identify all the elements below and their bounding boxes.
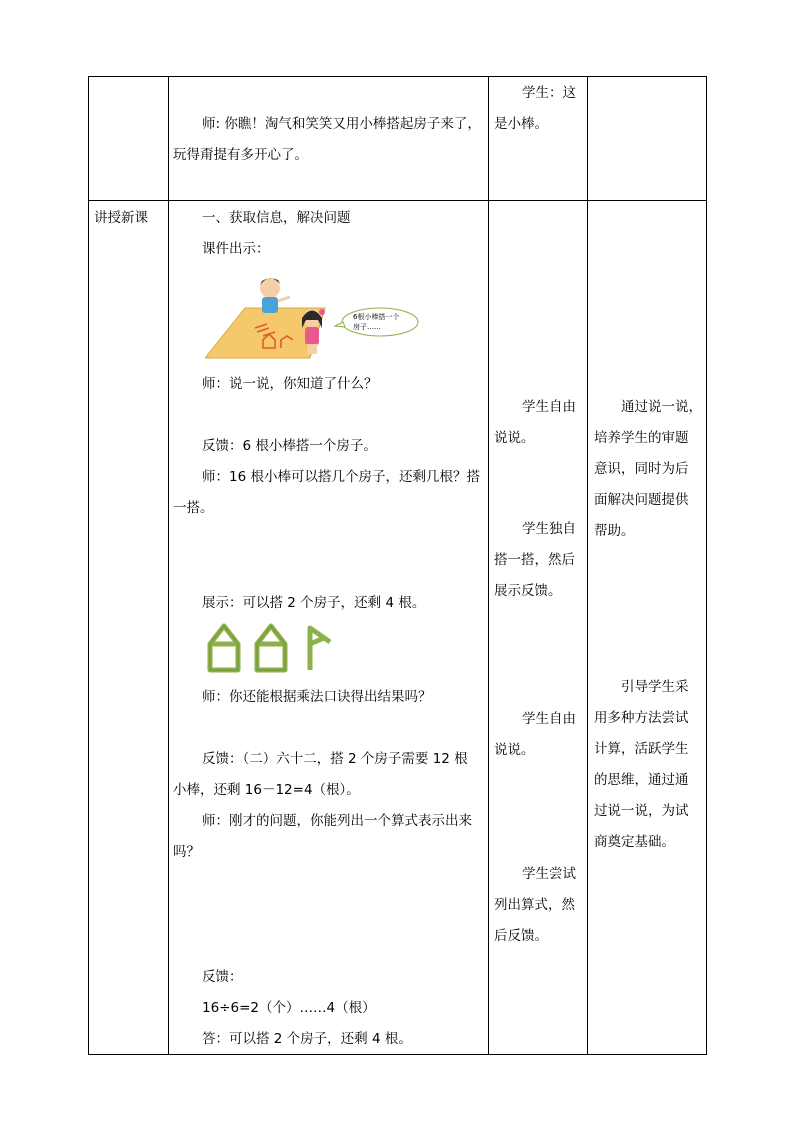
display-result: 展示：可以搭 2 个房子，还剩 4 根。 [202, 595, 426, 611]
col-divider-2 [488, 76, 489, 1055]
teacher-question-2-line2: 一搭。 [173, 500, 214, 516]
speech-bubble-line1: 6根小棒搭一个 [353, 313, 400, 321]
stick-house-2 [257, 626, 285, 670]
feedback-1: 反馈：6 根小棒搭一个房子。 [202, 438, 377, 454]
design-intent-b5: 过说一说，为试 [594, 803, 689, 819]
girl-dress [305, 327, 319, 345]
stick-houses-illustration [200, 620, 350, 675]
teacher-question-1: 师：说一说，你知道了什么？ [202, 376, 378, 392]
girl-legs [307, 344, 317, 354]
section-heading: 一、获取信息，解决问题 [202, 210, 351, 226]
student-activity-b1: 学生独自 [522, 521, 576, 537]
girl-bow [319, 309, 325, 315]
student-activity-d3: 后反馈。 [494, 928, 548, 944]
boy-arm [278, 297, 290, 301]
stick-house-1 [210, 626, 238, 670]
design-intent-b4: 的思维，通过通 [594, 772, 689, 788]
section-label: 讲授新课 [94, 210, 148, 226]
design-intent-a2: 培养学生的审题 [594, 430, 689, 446]
row1-student-line2: 是小棒。 [494, 116, 548, 132]
design-intent-a3: 意识，同时为后 [594, 461, 689, 477]
speech-bubble-line2: 房子…… [353, 323, 381, 331]
teacher-question-2-line1: 师：16 根小棒可以搭几个房子，还剩几根？搭 [202, 469, 480, 485]
student-activity-a1: 学生自由 [522, 399, 576, 415]
design-intent-a1: 通过说一说， [621, 399, 702, 415]
design-intent-b1: 引导学生采 [621, 679, 689, 695]
design-intent-b3: 计算，活跃学生 [594, 741, 689, 757]
table-top-border [88, 76, 707, 77]
row1-teacher-line2: 玩得甭提有多开心了。 [173, 147, 308, 163]
student-activity-c1: 学生自由 [522, 711, 576, 727]
stick-remaining-4 [310, 628, 330, 670]
student-activity-b2: 搭一搭，然后 [494, 552, 575, 568]
table-right-border [706, 76, 707, 1055]
student-activity-d2: 列出算式，然 [494, 897, 575, 913]
design-intent-b2: 用多种方法尝试 [594, 710, 689, 726]
design-intent-a5: 帮助。 [594, 523, 635, 539]
table-bottom-border [88, 1054, 707, 1055]
row1-teacher-line1: 师: 你瞧！淘气和笑笑又用小棒搭起房子来了， [202, 116, 481, 132]
row1-student-line1: 学生：这 [522, 85, 576, 101]
row-divider [88, 200, 707, 201]
design-intent-b6: 商奠定基础。 [594, 834, 675, 850]
speech-bubble-tail [335, 322, 345, 327]
teacher-question-4-line1: 师：刚才的问题，你能列出一个算式表示出来 [202, 813, 472, 829]
answer: 答：可以搭 2 个房子，还剩 4 根。 [202, 1031, 412, 1047]
student-activity-b3: 展示反馈。 [494, 583, 562, 599]
boy-body [262, 297, 278, 313]
feedback-2-line1: 反馈：（二）六十二，搭 2 个房子需要 12 根 [202, 751, 468, 767]
children-building-houses-illustration [205, 270, 420, 360]
division-formula: 16÷6=2（个）……4（根） [202, 1000, 376, 1016]
teacher-question-4-line2: 吗？ [173, 844, 200, 860]
courseware-label: 课件出示： [202, 241, 270, 257]
teacher-question-3: 师：你还能根据乘法口诀得出结果吗？ [202, 689, 432, 705]
student-activity-d1: 学生尝试 [522, 866, 576, 882]
table-left-border [88, 76, 89, 1055]
feedback-2-line2: 小棒，还剩 16－12=4（根）。 [173, 782, 360, 798]
student-activity-a2: 说说。 [494, 430, 535, 446]
col-divider-3 [587, 76, 588, 1055]
col-divider-1 [168, 76, 169, 1055]
feedback-3-label: 反馈： [202, 969, 243, 985]
design-intent-a4: 面解决问题提供 [594, 492, 689, 508]
student-activity-c2: 说说。 [494, 742, 535, 758]
